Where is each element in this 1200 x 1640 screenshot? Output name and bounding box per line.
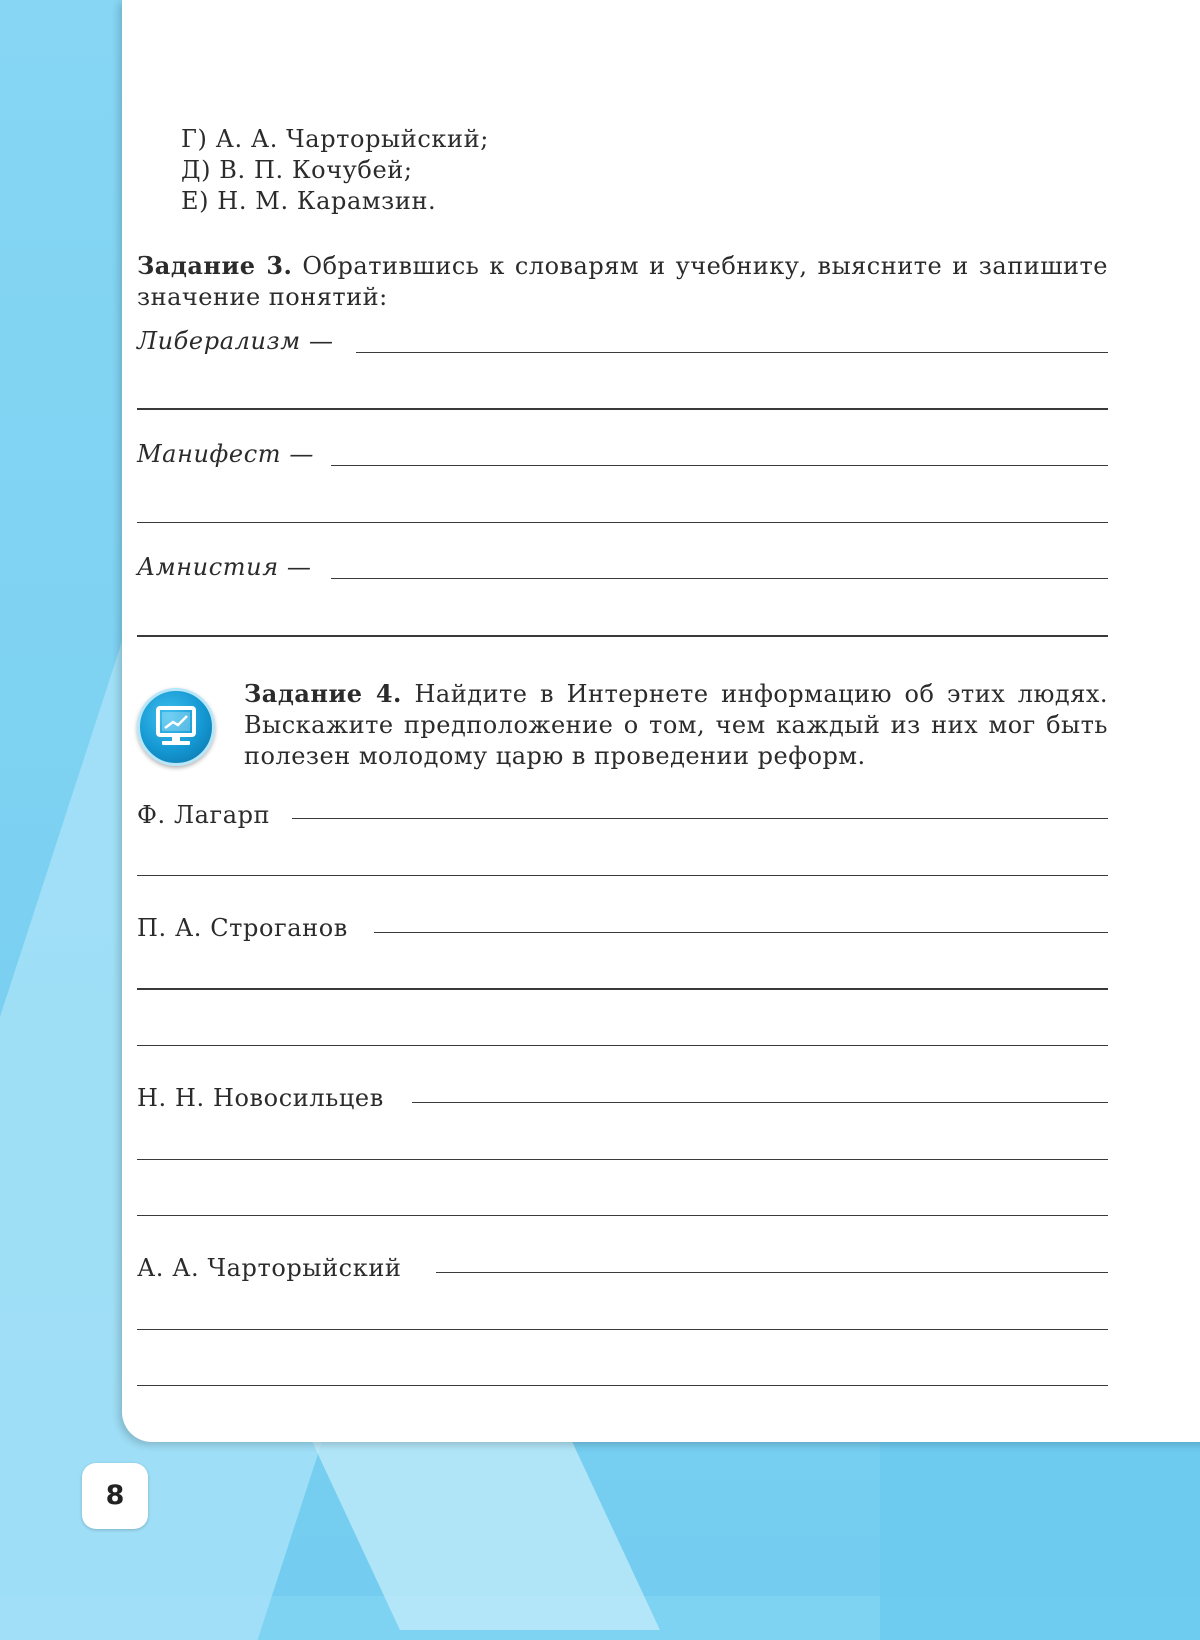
answer-line[interactable] [137,635,1108,637]
answer-line[interactable] [137,1385,1108,1386]
term-manifesto: Манифест — [137,440,314,468]
answer-line[interactable] [331,578,1108,579]
answer-line[interactable] [137,875,1108,876]
answer-line[interactable] [137,1159,1108,1160]
answer-line[interactable] [412,1102,1108,1103]
answer-line[interactable] [374,932,1108,933]
task3-label: Задание 3. [137,251,293,280]
answer-line[interactable] [137,1329,1108,1330]
answer-line[interactable] [436,1272,1108,1273]
option-g: Г) А. А. Чарторыйский; [181,125,489,153]
option-d: Д) В. П. Кочубей; [181,156,413,184]
option-e: Е) Н. М. Карамзин. [181,187,437,215]
answer-line[interactable] [137,408,1108,410]
person-stroganov: П. А. Строганов [137,914,348,942]
answer-line[interactable] [137,988,1108,990]
answer-line[interactable] [356,352,1108,353]
answer-line[interactable] [137,1045,1108,1046]
term-amnesty: Амнистия — [137,553,312,581]
answer-line[interactable] [331,465,1108,466]
answer-line[interactable] [137,522,1108,523]
answer-line[interactable] [292,818,1108,819]
task3-text: Обратившись к словарям и учебнику, выясните и запишите значение понятий: [137,252,1108,311]
task3-paragraph [137,250,1108,313]
person-czartoryski: А. А. Чарторыйский [137,1254,402,1282]
computer-monitor-icon [137,688,215,766]
person-lagarp: Ф. Лагарп [137,801,271,829]
task4-label: Задание 4. [244,679,402,708]
person-novosiltsev: Н. Н. Новосильцев [137,1084,384,1112]
answer-line[interactable] [137,1215,1108,1216]
term-liberalism: Либерализм — [137,327,334,355]
task4-text: Найдите в Интернете информацию об этих людях. Выскажите предположение о том, чем каждый из них мог быть полезен молодому царю в проведении реформ. [244,680,1109,770]
page-number: 8 [82,1463,148,1529]
task4-paragraph [244,678,1108,772]
